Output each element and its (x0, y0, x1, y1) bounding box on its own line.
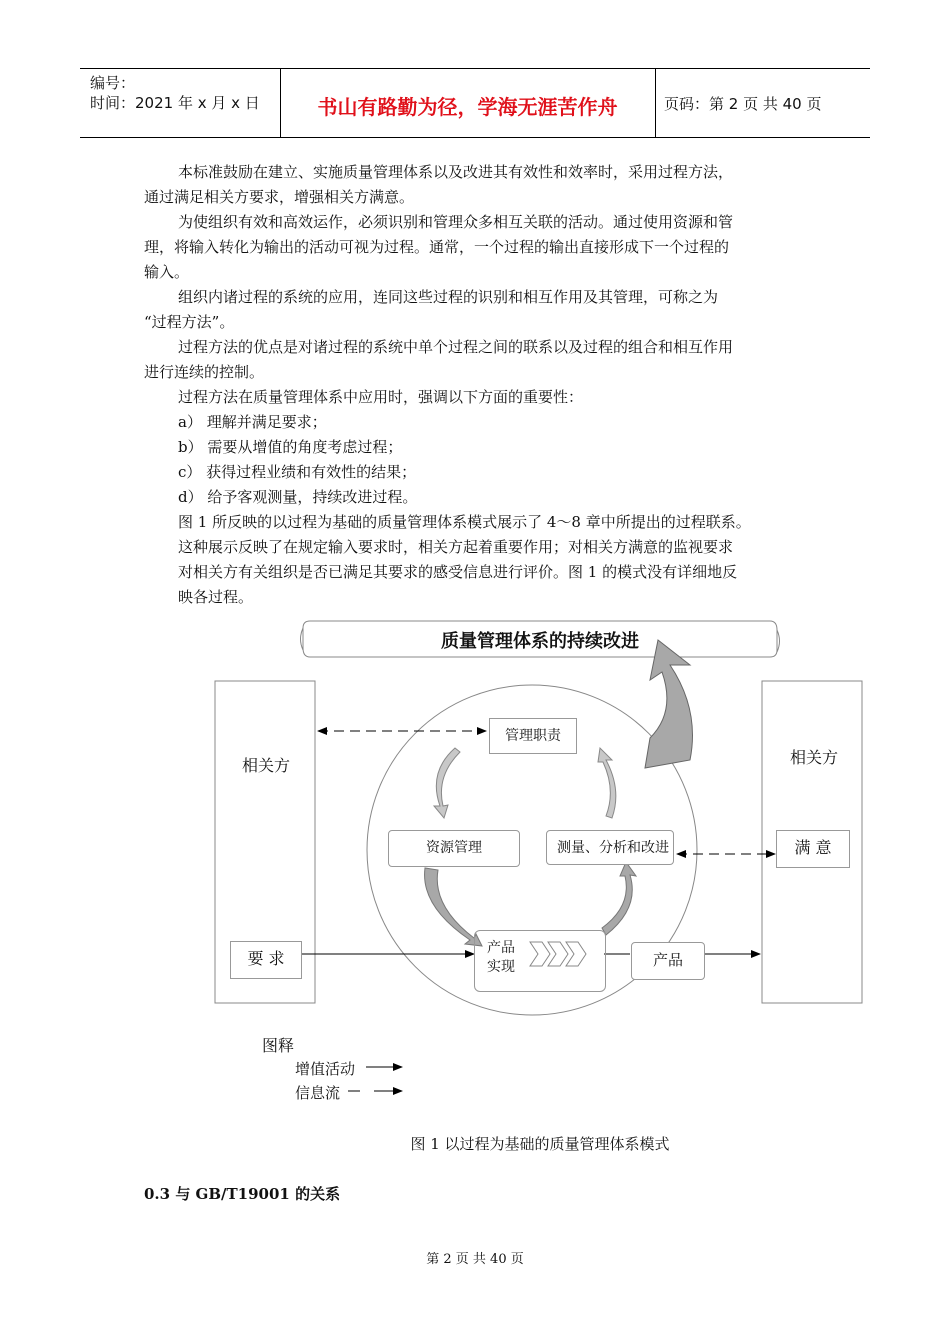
banner-title: 质量管理体系的持续改进 (441, 631, 639, 652)
legend-info-label: 信息流 (295, 1084, 341, 1102)
header-date: 时间：2021 年 x 月 x 日 (90, 94, 260, 112)
header-motto: 书山有路勤为径，学海无涯苦作舟 (317, 95, 618, 119)
list-item: c） 获得过程业绩和有效性的结果； (178, 463, 417, 481)
paragraph-line: 通过满足相关方要求，增强相关方满意。 (144, 188, 415, 206)
realization-label-2: 实现 (487, 959, 515, 975)
realization-label-1: 产品 (487, 940, 515, 956)
figure-caption: 图 1 以过程为基础的质量管理体系模式 (410, 1135, 670, 1153)
product-box: 产品 (631, 942, 705, 980)
satisfaction-box: 满 意 (776, 830, 850, 868)
page-footer: 第 2 页 共 40 页 (426, 1252, 524, 1267)
section-heading: 0.3 与 GB/T19001 的关系 (144, 1185, 341, 1203)
requirement-box: 要 求 (230, 941, 302, 979)
paragraph-line: 对相关方有关组织是否已满足其要求的感受信息进行评价。图 1 的模式没有详细地反 (178, 563, 738, 581)
paragraph-line: 为使组织有效和高效运作，必须识别和管理众多相互关联的活动。通过使用资源和管 (178, 213, 734, 231)
legend-title: 图释 (262, 1036, 295, 1055)
realization-box (474, 930, 606, 992)
resources-box: 资源管理 (388, 830, 520, 867)
paragraph-line: 这种展示反映了在规定输入要求时，相关方起着重要作用；对相关方满意的监视要求 (178, 538, 734, 556)
measurement-box: 测量、分析和改进 (546, 830, 674, 865)
paragraph-line: “过程方法”。 (144, 313, 235, 331)
paragraph-line: 图 1 所反映的以过程为基础的质量管理体系模式展示了 4～8 章中所提出的过程联系。 (178, 513, 751, 531)
list-item: d） 给予客观测量，持续改进过程。 (178, 488, 418, 506)
left-party-label: 相关方 (242, 756, 291, 775)
right-party-label: 相关方 (790, 748, 839, 767)
paragraph-line: 进行连续的控制。 (144, 363, 265, 381)
paragraph-line: 本标准鼓励在建立、实施质量管理体系以及改进其有效性和效率时，采用过程方法， (178, 163, 734, 181)
management-box: 管理职责 (489, 718, 577, 754)
paragraph-line: 输入。 (144, 263, 190, 281)
paragraph-line: 映各过程。 (178, 588, 254, 606)
improvement-arrow (645, 640, 693, 768)
legend-value-label: 增值活动 (295, 1060, 356, 1078)
paragraph-line: 过程方法的优点是对诸过程的系统中单个过程之间的联系以及过程的组合和相互作用 (178, 338, 734, 356)
header-page-info: 页码：第 2 页 共 40 页 (664, 95, 822, 113)
paragraph-line: 组织内诸过程的系统的应用，连同这些过程的识别和相互作用及其管理，可称之为 (178, 288, 719, 306)
paragraph-line: 理，将输入转化为输出的活动可视为过程。通常，一个过程的输出直接形成下一个过程的 (144, 238, 730, 256)
list-item: a） 理解并满足要求； (178, 413, 327, 431)
list-item: b） 需要从增值的角度考虑过程； (178, 438, 403, 456)
paragraph-line: 过程方法在质量管理体系中应用时，强调以下方面的重要性： (178, 388, 584, 406)
header-number: 编号： (90, 74, 136, 92)
